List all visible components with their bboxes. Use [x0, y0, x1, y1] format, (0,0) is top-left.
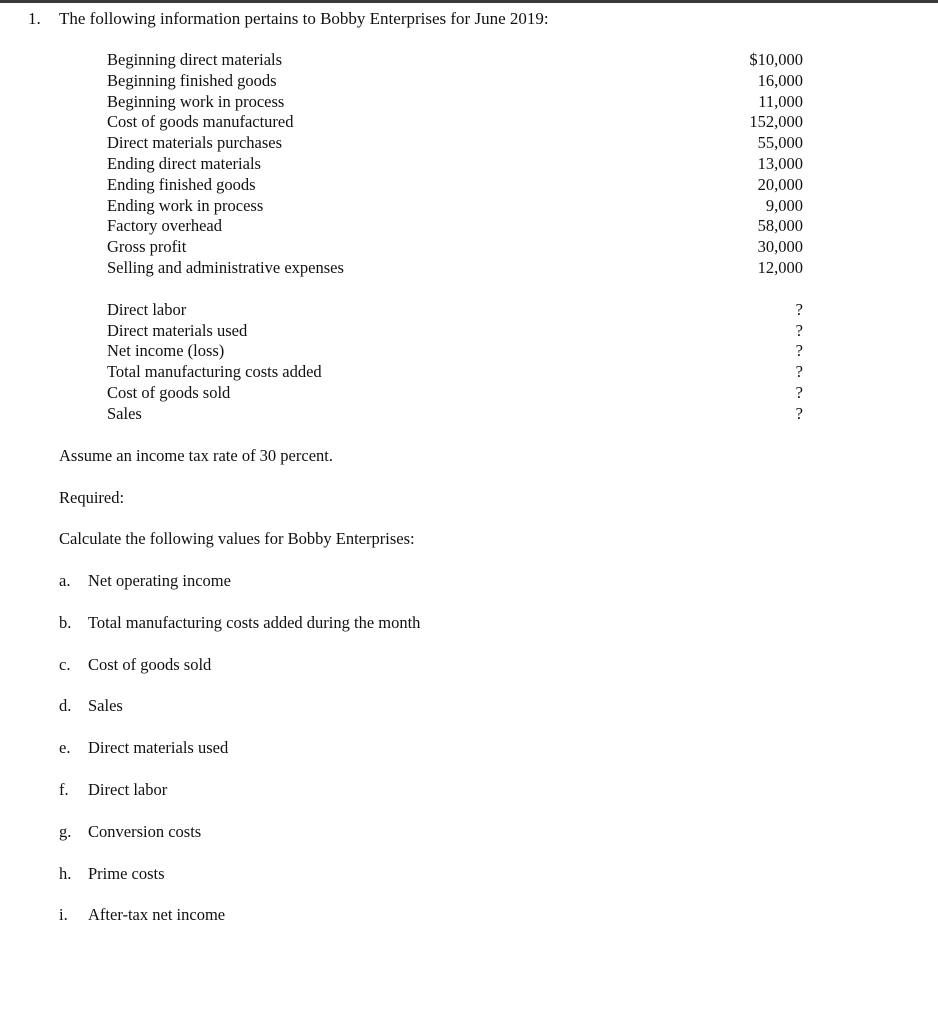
- item-label: Sales: [107, 403, 142, 423]
- item-letter: h.: [59, 863, 72, 883]
- data-row: [107, 175, 803, 196]
- item-letter: g.: [59, 821, 72, 841]
- item-text: Cost of goods sold: [88, 654, 212, 674]
- data-row: [107, 362, 803, 383]
- data-row: [107, 216, 803, 237]
- item-letter: f.: [59, 779, 69, 799]
- item-label: Ending finished goods: [107, 174, 256, 194]
- item-value: ?: [795, 403, 803, 423]
- item-value: ?: [795, 382, 803, 402]
- list-item: [59, 779, 420, 821]
- item-label: Direct materials purchases: [107, 133, 283, 153]
- item-value: ?: [795, 320, 803, 340]
- question-header: [28, 8, 549, 30]
- data-row: [107, 71, 803, 92]
- spacer: [107, 279, 803, 300]
- item-label: Beginning finished goods: [107, 70, 277, 90]
- item-value: $10,000: [749, 50, 803, 69]
- data-row: [107, 133, 803, 154]
- known-items-group: [107, 50, 803, 279]
- item-text: Direct labor: [88, 779, 168, 799]
- item-text: Direct materials used: [88, 738, 229, 758]
- item-label: Ending direct materials: [107, 153, 261, 173]
- item-value: 13,000: [757, 153, 803, 173]
- item-label: Beginning direct materials: [107, 50, 283, 69]
- item-value: 55,000: [757, 133, 803, 153]
- item-value: 16,000: [757, 70, 803, 90]
- item-letter: d.: [59, 696, 72, 716]
- list-item: [59, 570, 420, 612]
- instruction-text: Calculate the following values for Bobby Enterprises:: [59, 529, 415, 548]
- item-value: ?: [795, 299, 803, 319]
- item-label: Selling and administrative expenses: [107, 257, 344, 277]
- item-value: 30,000: [757, 237, 803, 257]
- item-value: 9,000: [765, 195, 803, 215]
- list-item: [59, 863, 420, 905]
- data-row: [107, 112, 803, 133]
- requirements-list: [59, 570, 420, 946]
- item-value: ?: [795, 341, 803, 361]
- item-text: Net operating income: [88, 571, 231, 590]
- item-label: Gross profit: [107, 237, 187, 257]
- item-label: Direct labor: [107, 299, 187, 319]
- data-row: [107, 92, 803, 113]
- data-row: [107, 341, 803, 362]
- data-row: [107, 300, 803, 321]
- item-letter: c.: [59, 654, 71, 674]
- data-row: [107, 404, 803, 425]
- data-row: [107, 383, 803, 404]
- data-row: [107, 196, 803, 217]
- item-letter: i.: [59, 905, 68, 925]
- tax-assumption: Assume an income tax rate of 30 percent.: [59, 446, 333, 465]
- item-text: Total manufacturing costs added during the month: [88, 612, 421, 632]
- list-item: [59, 654, 420, 696]
- list-item: [59, 821, 420, 863]
- required-heading: Required:: [59, 488, 125, 507]
- question-text: The following information pertains to Bobby Enterprises for June 2019:: [59, 9, 549, 28]
- item-text: Conversion costs: [88, 821, 202, 841]
- item-label: Total manufacturing costs added: [107, 362, 322, 382]
- item-value: 58,000: [757, 216, 803, 236]
- data-row: [107, 154, 803, 175]
- list-item: [59, 737, 420, 779]
- item-letter: e.: [59, 738, 71, 758]
- item-label: Cost of goods manufactured: [107, 112, 294, 132]
- item-text: After-tax net income: [88, 905, 226, 925]
- list-item: [59, 612, 420, 654]
- item-letter: b.: [59, 612, 72, 632]
- item-label: Ending work in process: [107, 195, 264, 215]
- item-label: Cost of goods sold: [107, 382, 231, 402]
- item-value: 11,000: [758, 91, 803, 111]
- data-table: [107, 50, 803, 425]
- data-row: [107, 321, 803, 342]
- item-value: 152,000: [749, 112, 803, 132]
- item-value: 12,000: [757, 257, 803, 277]
- data-row: [107, 237, 803, 258]
- data-row: [107, 258, 803, 279]
- item-letter: a.: [59, 571, 71, 590]
- item-label: Direct materials used: [107, 320, 248, 340]
- item-text: Prime costs: [88, 863, 165, 883]
- item-text: Sales: [88, 696, 123, 716]
- question-number: 1.: [28, 9, 41, 28]
- item-value: 20,000: [757, 174, 803, 194]
- data-row: [107, 50, 803, 71]
- item-label: Beginning work in process: [107, 91, 285, 111]
- list-item: [59, 904, 420, 946]
- top-rule: [0, 0, 938, 3]
- list-item: [59, 695, 420, 737]
- item-label: Factory overhead: [107, 216, 222, 236]
- item-value: ?: [795, 362, 803, 382]
- item-label: Net income (loss): [107, 341, 225, 361]
- unknown-items-group: [107, 300, 803, 425]
